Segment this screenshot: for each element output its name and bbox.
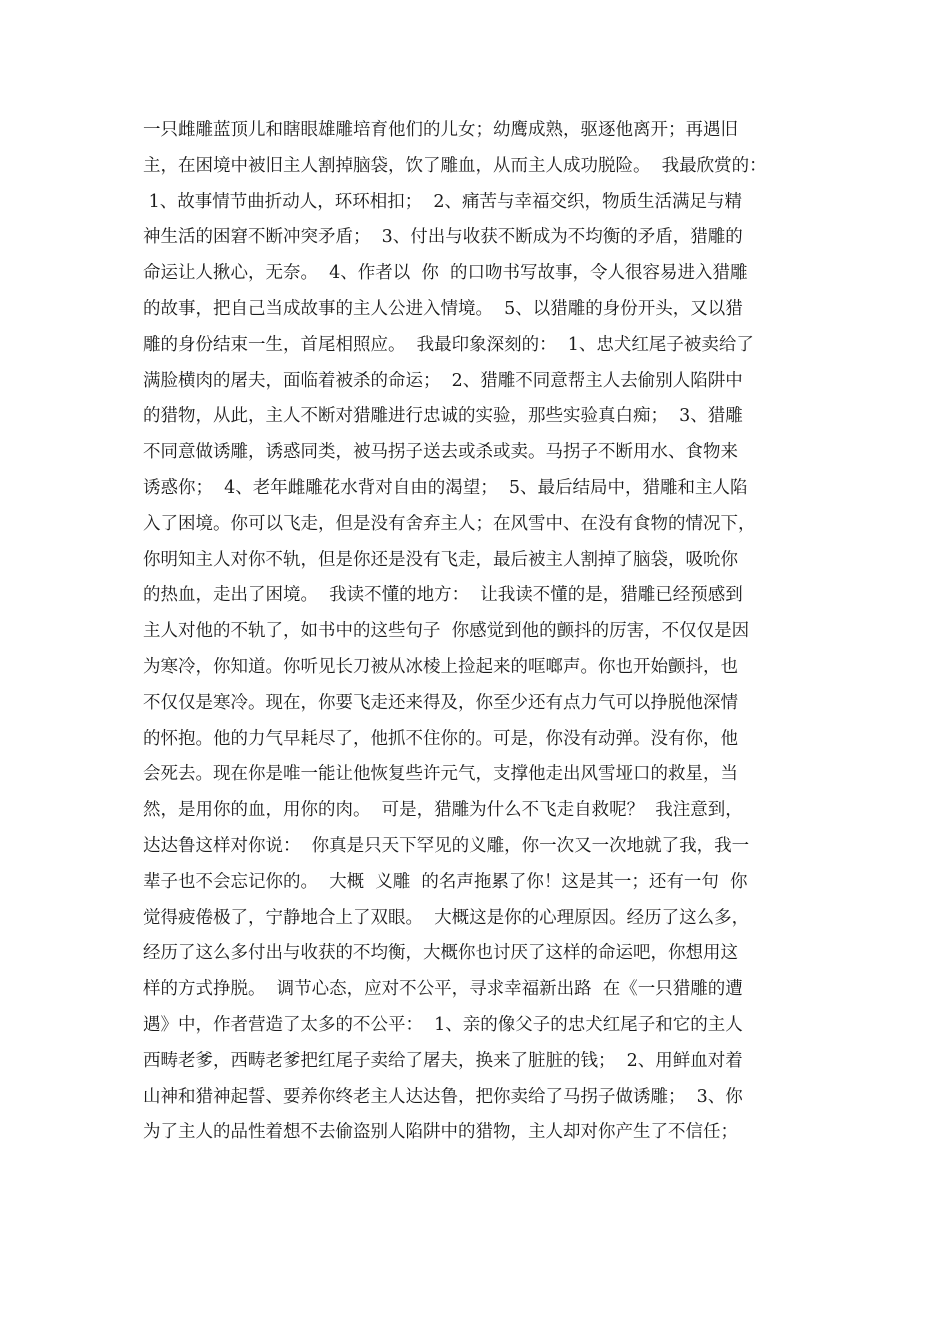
text-line: 一只雌雕蓝顶儿和瞎眼雄雕培育他们的儿女；幼鹰成熟，驱逐他离开；再遇旧 [143,120,738,140]
text-line: 为了主人的品性着想不去偷盗别人陷阱中的猎物，主人却对你产生了不信任； [143,1122,738,1143]
text-line: 觉得疲倦极了，宁静地合上了双眼。 大概这是你的心理原因。经历了这么多， [143,907,750,928]
text-line: 会死去。现在你是唯一能让他恢复些许元气，支撑他走出风雪垭口的救星，当 [143,764,738,785]
text-line: 诱惑你； 4、老年雌雕花水背对自由的渴望； 5、最后结局中，猎雕和主人陷 [143,477,748,498]
text-line: 山神和猎神起誓、要养你终老主人达达鲁，把你卖给了马拐子做诱雕； 3、你 [143,1086,743,1107]
text-line: 入了困境。你可以飞走，但是没有舍弃主人；在风雪中、在没有食物的情况下， [143,513,756,534]
text-line: 的怀抱。他的力气早耗尽了，他抓不住你的。可是，你没有动弹。没有你，他 [143,728,738,749]
text-line: 满脸横肉的屠夫，面临着被杀的命运； 2、猎雕不同意帮主人去偷别人陷阱中 [143,370,743,391]
body-text [143,113,823,1151]
text-line: 西畴老爹，西畴老爹把红尾子卖给了屠夫，换来了脏脏的钱； 2、用鲜血对着 [143,1050,743,1071]
text-line: 的猎物，从此，主人不断对猎雕进行忠诚的实验，那些实验真白痴； 3、猎雕 [143,406,743,427]
text-line: 达达鲁这样对你说： 你真是只天下罕见的义雕，你一次又一次地就了我，我一 [143,835,750,856]
text-line: 的故事，把自己当成故事的主人公进入情境。 5、以猎雕的身份开头，又以猎 [143,298,743,319]
text-line: 你明知主人对你不轨，但是你还是没有飞走，最后被主人割掉了脑袋，吸吮你 [143,549,738,570]
text-line: 经历了这么多付出与收获的不均衡，大概你也讨厌了这样的命运吧，你想用这 [143,943,738,964]
text-line: 不仅仅是寒冷。现在，你要飞走还来得及，你至少还有点力气可以挣脱他深情 [143,692,738,713]
text-line: 为寒冷，你知道。你听见长刀被从冰棱上捡起来的哐啷声。你也开始颤抖，也 [143,656,738,677]
text-line: 雕的身份结束一生，首尾相照应。 我最印象深刻的： 1、忠犬红尾子被卖给了 [143,334,754,355]
text-line: 主，在困境中被旧主人割掉脑袋，饮了雕血，从而主人成功脱险。 我最欣赏的： [143,155,767,176]
text-line: 神生活的困窘不断冲突矛盾； 3、付出与收获不断成为不均衡的矛盾，猎雕的 [143,227,743,248]
text-line: 的热血，走出了困境。 我读不懂的地方： 让我读不懂的是，猎雕已经预感到 [143,585,743,606]
text-line: 命运让人揪心，无奈。 4、作者以 你 的口吻书写故事，令人很容易进入猎雕 [143,263,748,284]
text-line: 然，是用你的血，用你的肉。 可是，猎雕为什么不飞走自救呢？ 我注意到， [143,800,743,821]
text-line: 主人对他的不轨了，如书中的这些句子 你感觉到他的颤抖的厉害，不仅仅是因 [143,621,750,642]
text-line: 1、故事情节曲折动人，环环相扣； 2、痛苦与幸福交织，物质生活满足与精 [143,191,742,212]
text-line: 样的方式挣脱。 调节心态，应对不公平，寻求幸福新出路 在《一只猎雕的遭 [143,979,743,1000]
text-line: 不同意做诱雕，诱惑同类，被马拐子送去或杀或卖。马拐子不断用水、食物来 [143,442,738,463]
text-line: 辈子也不会忘记你的。 大概 义雕 的名声拖累了你！这是其一；还有一句 你 [143,871,748,892]
text-line: 遇》中，作者营造了太多的不公平： 1、亲的像父子的忠犬红尾子和它的主人 [143,1014,743,1035]
